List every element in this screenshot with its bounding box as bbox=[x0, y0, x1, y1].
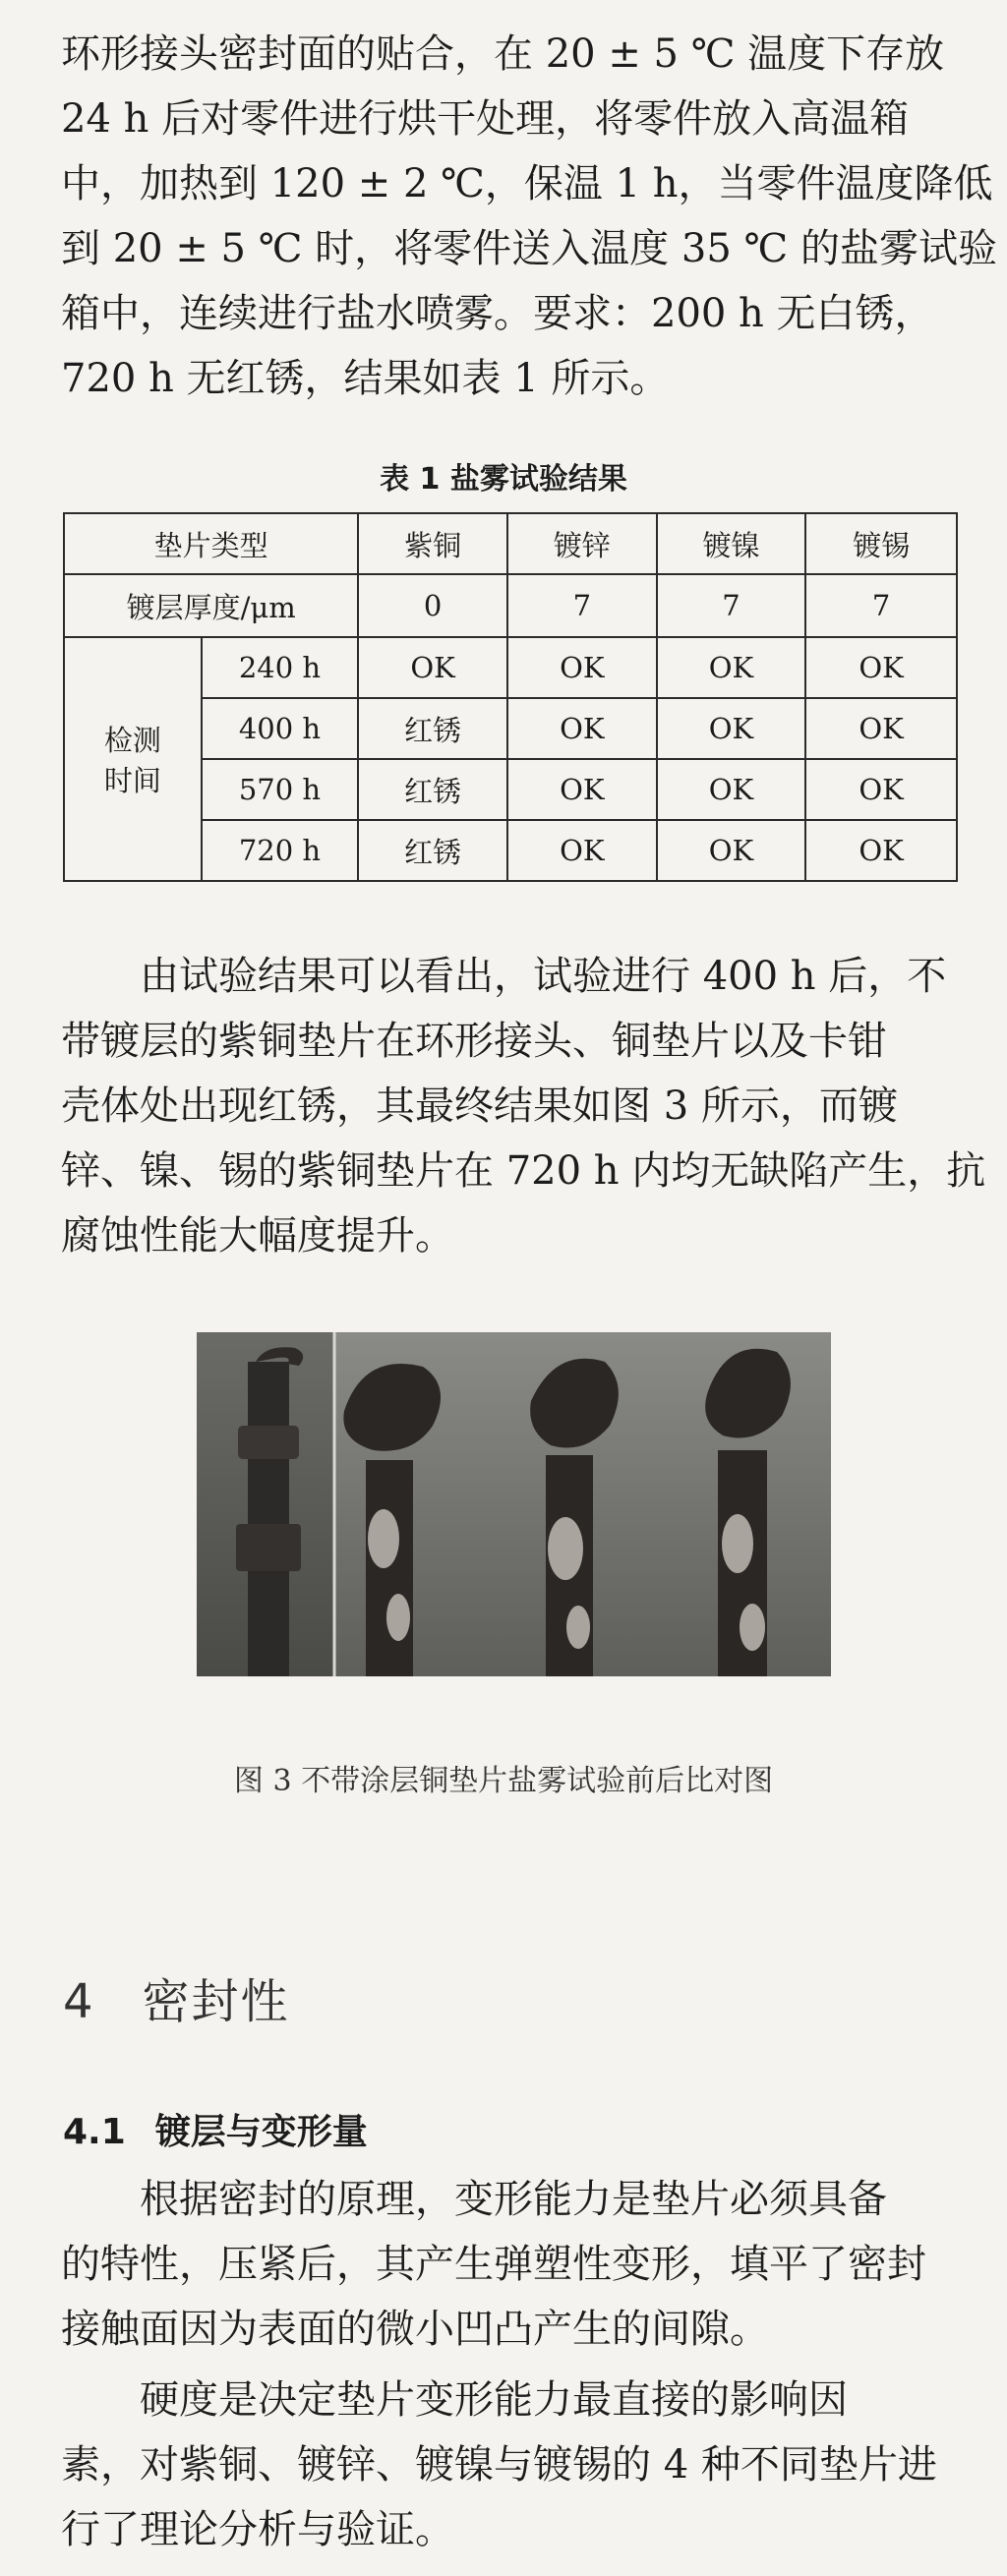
table-header-row bbox=[64, 513, 957, 574]
table-caption: 表 1 盐雾试验结果 bbox=[380, 462, 627, 497]
deformation-paragraph bbox=[61, 2167, 971, 2362]
table-group-cell bbox=[64, 637, 202, 881]
intro-paragraph bbox=[61, 22, 997, 411]
text-line: 锌、镍、锡的紫铜垫片在 720 h 内均无缺陷产生，抗 bbox=[61, 1148, 986, 1194]
table-header-cell: 镀锌 bbox=[507, 513, 657, 574]
text-line: 接触面因为表面的微小凹凸产生的间隙。 bbox=[61, 2307, 769, 2352]
salt-spray-results-table bbox=[63, 512, 958, 882]
text-line: 腐蚀性能大幅度提升。 bbox=[61, 1213, 454, 1259]
text-line: 硬度是决定垫片变形能力最直接的影响因 bbox=[140, 2377, 848, 2423]
subsection-number: 4.1 bbox=[63, 2112, 126, 2152]
subsection-heading bbox=[63, 2104, 368, 2154]
table-cell: OK bbox=[657, 820, 806, 881]
table-cell: OK bbox=[805, 820, 957, 881]
table-cell: 7 bbox=[507, 574, 657, 637]
text-line: 中，加热到 120 ± 2 ℃，保温 1 h，当零件温度降低 bbox=[61, 161, 993, 206]
subsection-title: 镀层与变形量 bbox=[154, 2112, 368, 2152]
table-cell: OK bbox=[507, 637, 657, 698]
table-cell: OK bbox=[657, 759, 806, 820]
table-cell: 7 bbox=[657, 574, 806, 637]
table-cell: OK bbox=[507, 820, 657, 881]
hardness-paragraph bbox=[61, 2368, 971, 2562]
table-cell: OK bbox=[657, 698, 806, 759]
table-header-cell: 镀锡 bbox=[805, 513, 957, 574]
table-cell: OK bbox=[507, 698, 657, 759]
text-line: 根据密封的原理，变形能力是垫片必须具备 bbox=[140, 2177, 887, 2222]
text-line: 到 20 ± 5 ℃ 时，将零件送入温度 35 ℃ 的盐雾试验 bbox=[61, 226, 997, 271]
table-cell: OK bbox=[358, 637, 507, 698]
text-line: 的特性，压紧后，其产生弹塑性变形，填平了密封 bbox=[61, 2242, 926, 2287]
table-group-label: 检测 bbox=[103, 724, 161, 757]
text-line: 壳体处出现红锈，其最终结果如图 3 所示，而镀 bbox=[61, 1083, 898, 1129]
text-line: 带镀层的紫铜垫片在环形接头、铜垫片以及卡钳 bbox=[61, 1019, 887, 1064]
table-cell: 240 h bbox=[202, 637, 359, 698]
table-row bbox=[64, 637, 957, 698]
table-cell: OK bbox=[657, 637, 806, 698]
table-header-cell: 紫铜 bbox=[358, 513, 507, 574]
text-line: 行了理论分析与验证。 bbox=[61, 2507, 454, 2552]
text-line: 720 h 无红锈，结果如表 1 所示。 bbox=[61, 356, 670, 401]
table-cell: OK bbox=[805, 698, 957, 759]
table-cell: 7 bbox=[805, 574, 957, 637]
table-cell: 0 bbox=[358, 574, 507, 637]
section-number: 4 bbox=[63, 1974, 95, 2029]
text-line: 箱中，连续进行盐水喷雾。要求：200 h 无白锈， bbox=[61, 291, 934, 336]
table-cell: 红锈 bbox=[358, 759, 507, 820]
table-cell: 镀层厚度/μm bbox=[64, 574, 358, 637]
text-line: 24 h 后对零件进行烘干处理，将零件放入高温箱 bbox=[61, 96, 910, 142]
section-heading bbox=[63, 1963, 290, 2031]
table-cell: 720 h bbox=[202, 820, 359, 881]
figure-caption: 图 3 不带涂层铜垫片盐雾试验前后比对图 bbox=[233, 1764, 774, 1798]
table-header-cell: 镀镍 bbox=[657, 513, 806, 574]
table-cell: OK bbox=[805, 759, 957, 820]
table-row bbox=[64, 574, 957, 637]
figure-photo bbox=[197, 1332, 831, 1676]
table-cell: 红锈 bbox=[358, 820, 507, 881]
table-cell: OK bbox=[805, 637, 957, 698]
table-cell: 570 h bbox=[202, 759, 359, 820]
result-paragraph bbox=[61, 944, 986, 1268]
table-header-cell: 垫片类型 bbox=[64, 513, 358, 574]
text-line: 环形接头密封面的贴合，在 20 ± 5 ℃ 温度下存放 bbox=[61, 31, 945, 77]
gasket-comparison-photo bbox=[197, 1332, 831, 1676]
section-title: 密封性 bbox=[142, 1974, 290, 2029]
text-line: 由试验结果可以看出，试验进行 400 h 后，不 bbox=[140, 954, 947, 999]
table-cell: OK bbox=[507, 759, 657, 820]
table-group-label: 时间 bbox=[103, 764, 161, 797]
text-line: 素，对紫铜、镀锌、镀镍与镀锡的 4 种不同垫片进 bbox=[61, 2442, 937, 2488]
table-cell: 红锈 bbox=[358, 698, 507, 759]
table-cell: 400 h bbox=[202, 698, 359, 759]
